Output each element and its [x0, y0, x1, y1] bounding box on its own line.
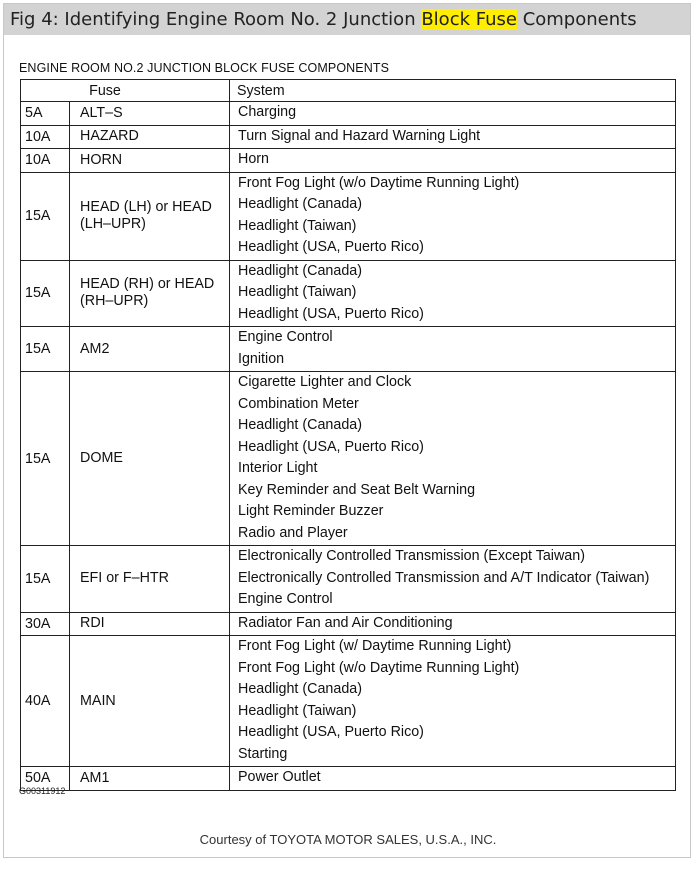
fuse-name: HAZARD [70, 125, 230, 149]
system-item: Electronically Controlled Transmission and A/T Indicator (Taiwan) [238, 569, 650, 586]
system-list [230, 546, 675, 612]
fuse-name: HORN [70, 149, 230, 173]
system-item: Combination Meter [238, 395, 359, 412]
system-list [230, 767, 675, 790]
system-item: Radiator Fan and Air Conditioning [238, 614, 453, 631]
fuse-amperage: 15A [21, 260, 70, 327]
table-row [21, 612, 676, 636]
table-row [21, 372, 676, 546]
table-row [21, 172, 676, 260]
system-item: Headlight (USA, Puerto Rico) [238, 305, 424, 322]
system-item: Key Reminder and Seat Belt Warning [238, 481, 476, 498]
table-row [21, 149, 676, 173]
system-item: Headlight (USA, Puerto Rico) [238, 724, 424, 740]
fuse-amperage: 40A [21, 636, 70, 767]
header-system: System [230, 80, 676, 102]
fuse-amperage: 30A [21, 612, 70, 636]
fuse-name: RDI [70, 612, 230, 636]
fuse-systems [230, 172, 676, 260]
table-row [21, 767, 676, 791]
fuse-systems [230, 636, 676, 767]
fuse-systems [230, 327, 676, 372]
system-item: Power Outlet [238, 769, 321, 785]
fuse-name: MAIN [70, 636, 230, 767]
system-list [230, 173, 675, 260]
system-item: Cigarette Lighter and Clock [238, 374, 412, 390]
system-list [230, 261, 675, 327]
fuse-name: AM2 [70, 327, 230, 372]
fuse-name: EFI or F–HTR [70, 546, 230, 613]
fuse-name: DOME [70, 372, 230, 546]
caption-suffix: Components [516, 9, 637, 30]
fuse-systems [230, 372, 676, 546]
fuse-amperage: 15A [21, 546, 70, 613]
fuse-amperage: 15A [21, 372, 70, 546]
fuse-systems [230, 125, 676, 149]
system-item: Engine Control [238, 591, 333, 607]
system-item: Headlight (Taiwan) [238, 217, 357, 234]
table-row [21, 260, 676, 327]
system-item: Engine Control [238, 329, 333, 345]
system-item: Interior Light [238, 460, 318, 476]
system-item: Front Fog Light (w/o Daytime Running Light) [238, 174, 520, 191]
caption-prefix: Fig 4: Identifying Engine Room No. 2 Junction [10, 9, 422, 30]
fuse-systems [230, 260, 676, 327]
table-title: ENGINE ROOM NO.2 JUNCTION BLOCK FUSE COMPONENTS [19, 61, 390, 75]
table-row [21, 327, 676, 372]
system-item: Headlight (Canada) [238, 262, 362, 279]
fuse-systems [230, 149, 676, 173]
fuse-amperage: 10A [21, 125, 70, 149]
system-item: Front Fog Light (w/o Daytime Running Light) [238, 659, 520, 676]
fuse-systems [230, 612, 676, 636]
system-item: Charging [238, 104, 297, 120]
fuse-systems [230, 102, 676, 126]
courtesy-line: Courtesy of TOYOTA MOTOR SALES, U.S.A., INC. [199, 832, 497, 847]
fuse-amperage: 15A [21, 172, 70, 260]
system-item: Front Fog Light (w/ Daytime Running Light) [238, 638, 512, 654]
system-item: Starting [238, 745, 288, 762]
system-list [230, 613, 675, 636]
system-list [230, 636, 675, 766]
system-item: Headlight (USA, Puerto Rico) [238, 438, 424, 455]
header-fuse: Fuse [21, 80, 230, 102]
fuse-name: AM1 [70, 767, 230, 791]
figure-caption [4, 4, 690, 35]
system-item: Light Reminder Buzzer [238, 503, 384, 519]
fuse-name: ALT–S [70, 102, 230, 126]
system-item: Headlight (Taiwan) [238, 284, 357, 300]
system-item: Turn Signal and Hazard Warning Light [238, 127, 481, 144]
system-item: Headlight (Taiwan) [238, 702, 357, 719]
figure-frame [3, 3, 691, 858]
fuse-systems [230, 767, 676, 791]
fuse-table [20, 79, 676, 791]
table-row [21, 546, 676, 613]
caption-highlight: Block Fuse [421, 9, 517, 30]
system-item: Horn [238, 151, 269, 167]
fuse-table-body [21, 102, 676, 791]
fuse-systems [230, 546, 676, 613]
system-item: Headlight (Canada) [238, 196, 362, 212]
system-item: Headlight (Canada) [238, 681, 362, 697]
fuse-amperage: 15A [21, 327, 70, 372]
system-item: Ignition [238, 350, 285, 367]
fuse-amperage: 10A [21, 149, 70, 173]
fuse-name: HEAD (RH) or HEAD (RH–UPR) [70, 260, 230, 327]
system-list [230, 327, 675, 371]
fuse-name: HEAD (LH) or HEAD (LH–UPR) [70, 172, 230, 260]
table-row [21, 125, 676, 149]
figure-code: G00311912 [19, 786, 66, 796]
table-row [21, 102, 676, 126]
system-item: Electronically Controlled Transmission (Except Taiwan) [238, 548, 585, 564]
table-header-row [21, 80, 676, 102]
table-row [21, 636, 676, 767]
fuse-amperage: 50A [21, 767, 70, 791]
system-list [230, 149, 675, 172]
fuse-amperage: 5A [21, 102, 70, 126]
system-item: Headlight (Canada) [238, 417, 362, 433]
system-list [230, 372, 675, 545]
system-item: Radio and Player [238, 524, 348, 541]
system-list [230, 102, 675, 125]
system-item: Headlight (USA, Puerto Rico) [238, 239, 424, 255]
system-list [230, 126, 675, 149]
